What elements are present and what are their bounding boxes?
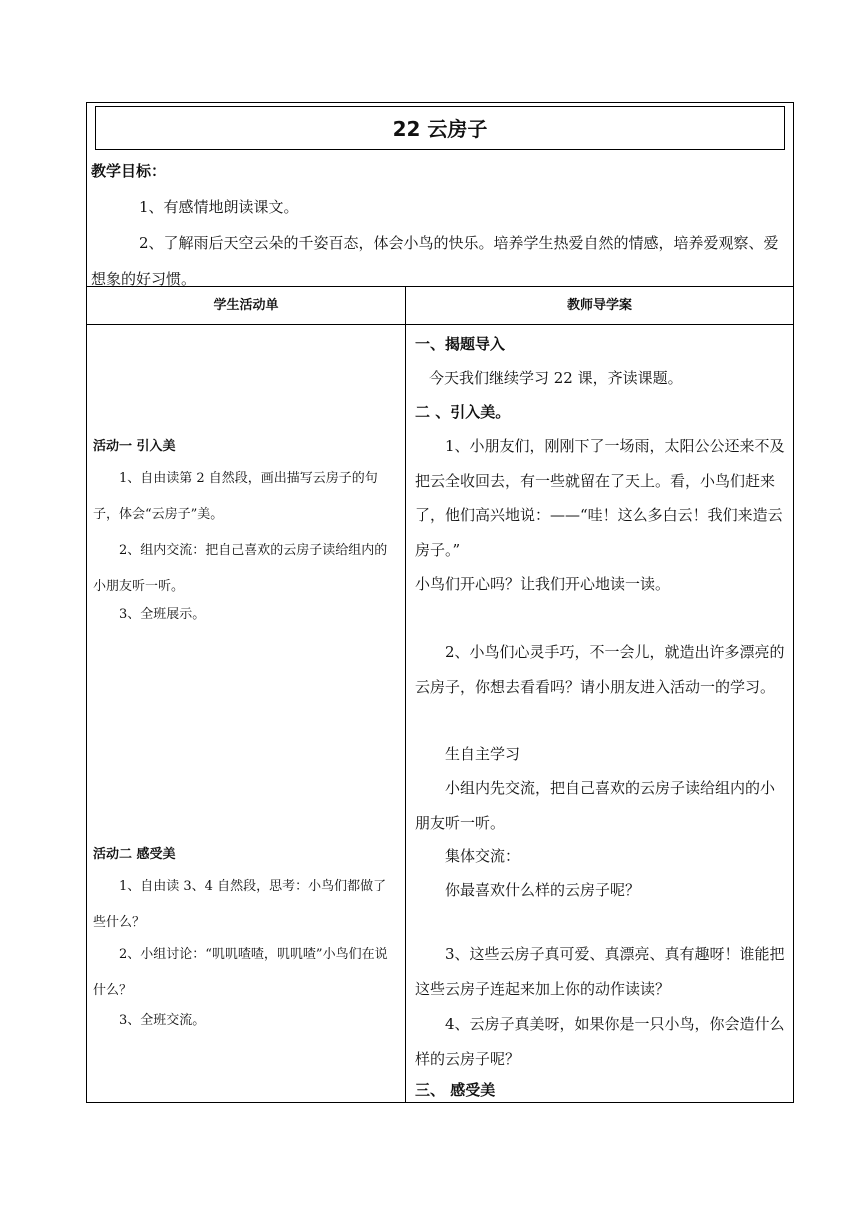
column-divider xyxy=(405,287,406,1102)
teacher-paragraph-1: 1、小朋友们，刚刚下了一场雨，太阳公公还来不及把云全收回去，有一些就留在了天上。看，小鸟们赶来了，他们高兴地说：——“哇！这么多白云！我们来造云房子。” xyxy=(415,437,785,559)
section-1-heading: 一、揭题导入 xyxy=(415,335,506,353)
activity-1-item-2: 2、组内交流：把自己喜欢的云房子读给组内的小朋友听一听。 xyxy=(93,543,388,594)
teacher-paragraph-5: 集体交流： xyxy=(445,847,521,865)
goal-item-2: 2、了解雨后天空云朵的千姿百态，体会小鸟的快乐。培养学生热爱自然的情感，培养爱观察、爱想象的好习惯。 xyxy=(91,234,779,288)
divider-header xyxy=(87,324,793,325)
column-header-teacher: 教师导学案 xyxy=(566,298,632,313)
goal-item-1: 1、有感情地朗读课文。 xyxy=(139,198,299,216)
teacher-paragraph-2: 2、小鸟们心灵手巧，不一会儿，就造出许多漂亮的云房子，你想去看看吗？请小朋友进入活动一的学习。 xyxy=(415,643,785,696)
column-header-student: 学生活动单 xyxy=(213,298,279,313)
teaching-goals xyxy=(87,151,793,287)
lesson-title: 22 云房子 xyxy=(95,106,785,150)
teacher-paragraph-3: 生自主学习 xyxy=(445,745,521,763)
activity-1-item-3: 3、全班展示。 xyxy=(119,607,206,622)
teacher-paragraph-4: 小组内先交流，把自己喜欢的云房子读给组内的小朋友听一听。 xyxy=(415,779,776,832)
activity-1-item-1: 1、自由读第 2 自然段，画出描写云房子的句子，体会“云房子”美。 xyxy=(93,471,378,522)
section-1-text: 今天我们继续学习 22 课，齐读课题。 xyxy=(429,369,683,387)
teacher-paragraph-1b: 小鸟们开心吗？让我们开心地读一读。 xyxy=(415,575,671,593)
teacher-paragraph-6: 你最喜欢什么样的云房子呢？ xyxy=(445,881,641,899)
activity-1-title: 活动一 引入美 xyxy=(93,439,176,454)
goals-heading: 教学目标： xyxy=(91,162,167,180)
section-2-heading: 二 、引入美。 xyxy=(415,403,511,421)
activity-2-item-2: 2、小组讨论：“叽叽喳喳，叽叽喳”小鸟们在说什么？ xyxy=(93,947,388,998)
activity-2-item-3: 3、全班交流。 xyxy=(119,1013,206,1028)
teacher-paragraph-7: 3、这些云房子真可爱、真漂亮、真有趣呀！谁能把这些云房子连起来加上你的动作读读？ xyxy=(415,945,785,998)
section-3-heading: 三、 感受美 xyxy=(415,1081,496,1099)
teacher-paragraph-8: 4、云房子真美呀，如果你是一只小鸟，你会造什么样的云房子呢？ xyxy=(415,1015,785,1068)
lesson-plan-table xyxy=(86,102,794,1103)
divider-goals xyxy=(87,286,793,287)
activity-2-item-1: 1、自由读 3、4 自然段，思考：小鸟们都做了些什么？ xyxy=(93,879,387,930)
activity-2-title: 活动二 感受美 xyxy=(93,847,176,862)
